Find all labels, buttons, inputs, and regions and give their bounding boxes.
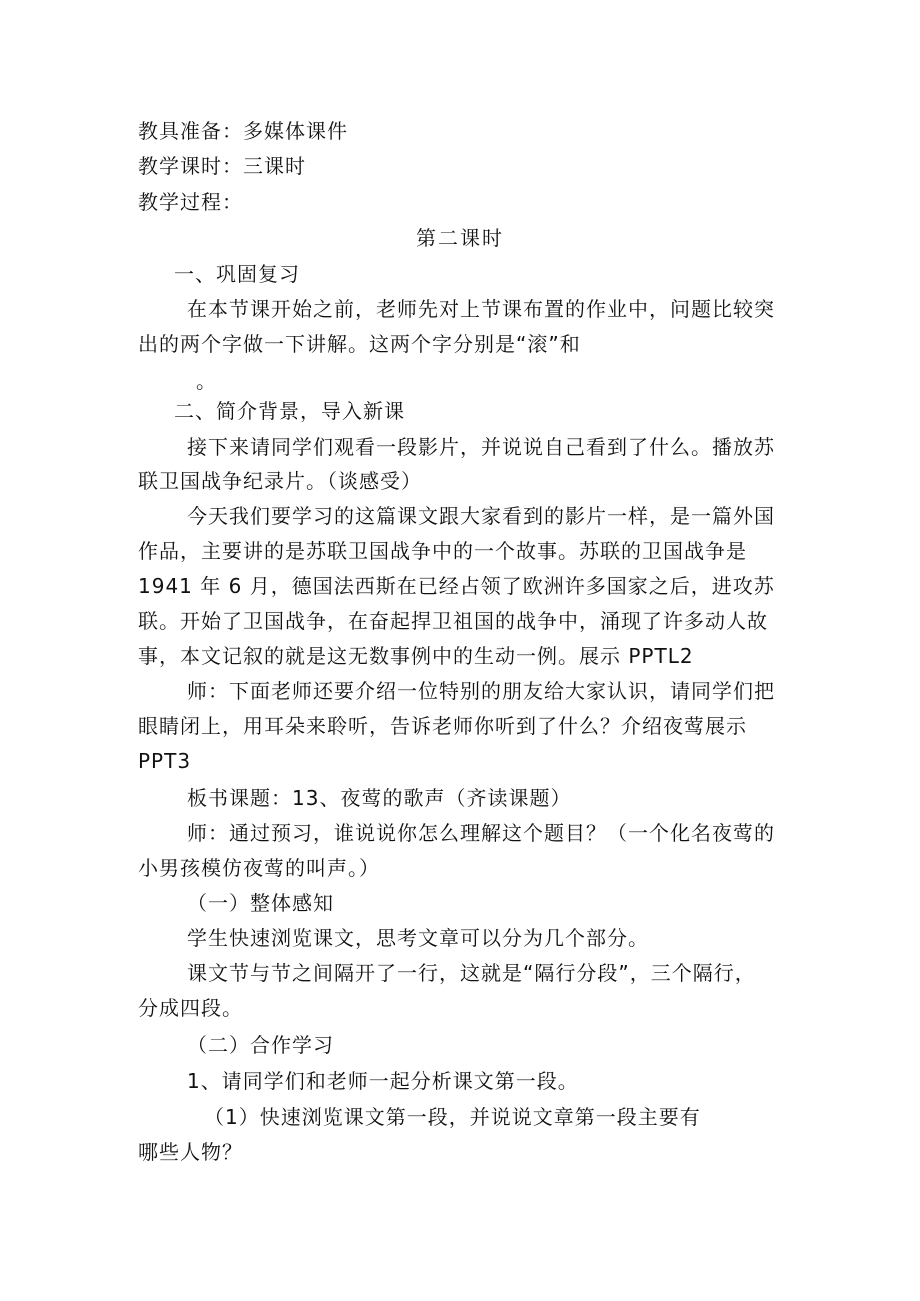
- paragraph-line: 学生快速浏览课文，思考文章可以分为几个部分。: [187, 926, 649, 950]
- paragraph-line: 眼睛闭上，用耳朵来聆听，告诉老师你听到了什么？介绍夜莺展示: [138, 714, 747, 738]
- paragraph-line: 哪些人物？: [138, 1140, 243, 1164]
- paragraph-line: 1941 年 6 月，德国法西斯在已经占领了欧洲许多国家之后，进攻苏: [138, 574, 775, 598]
- paragraph-line: 师：通过预习，谁说说你怎么理解这个题目？（一个化名夜莺的: [187, 821, 775, 845]
- board-title-line: 板书课题：13、夜莺的歌声（齐读课题）: [187, 786, 572, 810]
- subsection-heading-cooperation: （二）合作学习: [187, 1033, 334, 1057]
- paragraph-line: PPT3: [138, 749, 192, 773]
- section-heading-review: 一、巩固复习: [174, 262, 300, 286]
- prep-line: 教具准备：多媒体课件: [138, 119, 348, 143]
- paragraph-line: 事，本文记叙的就是这无数事例中的生动一例。展示 PPTL2: [138, 644, 694, 668]
- paragraph-line: 课文节与节之间隔开了一行，这就是“隔行分段”，三个隔行，: [187, 961, 756, 985]
- paragraph-line: 分成四段。: [138, 996, 243, 1020]
- lesson-title: 第二课时: [416, 226, 504, 250]
- period-line: 教学课时：三课时: [138, 154, 306, 178]
- paragraph-line: 1、请同学们和老师一起分析课文第一段。: [187, 1069, 579, 1093]
- paragraph-line: 在本节课开始之前，老师先对上节课布置的作业中，问题比较突: [187, 297, 775, 321]
- process-line: 教学过程：: [138, 190, 243, 214]
- section-heading-background: 二、简介背景，导入新课: [174, 399, 405, 423]
- paragraph-line: 师：下面老师还要介绍一位特别的朋友给大家认识，请同学们把: [187, 679, 775, 703]
- paragraph-line: 小男孩模仿夜莺的叫声。）: [138, 856, 380, 880]
- paragraph-line: 联卫国战争纪录片。（谈感受）: [138, 469, 422, 493]
- paragraph-line: 今天我们要学习的这篇课文跟大家看到的影片一样，是一篇外国: [187, 504, 775, 528]
- paragraph-line: （1）快速浏览课文第一段，并说说文章第一段主要有: [204, 1105, 701, 1129]
- paragraph-line: 出的两个字做一下讲解。这两个字分别是“滚”和: [138, 332, 581, 356]
- subsection-heading-overall: （一）整体感知: [187, 891, 334, 915]
- paragraph-line: 接下来请同学们观看一段影片，并说说自己看到了什么。播放苏: [187, 435, 775, 459]
- paragraph-line: 联。开始了卫国战争，在奋起捍卫祖国的战争中，涌现了许多动人故: [138, 609, 768, 633]
- paragraph-line: 。: [196, 369, 217, 393]
- paragraph-line: 作品，主要讲的是苏联卫国战争中的一个故事。苏联的卫国战争是: [138, 539, 747, 563]
